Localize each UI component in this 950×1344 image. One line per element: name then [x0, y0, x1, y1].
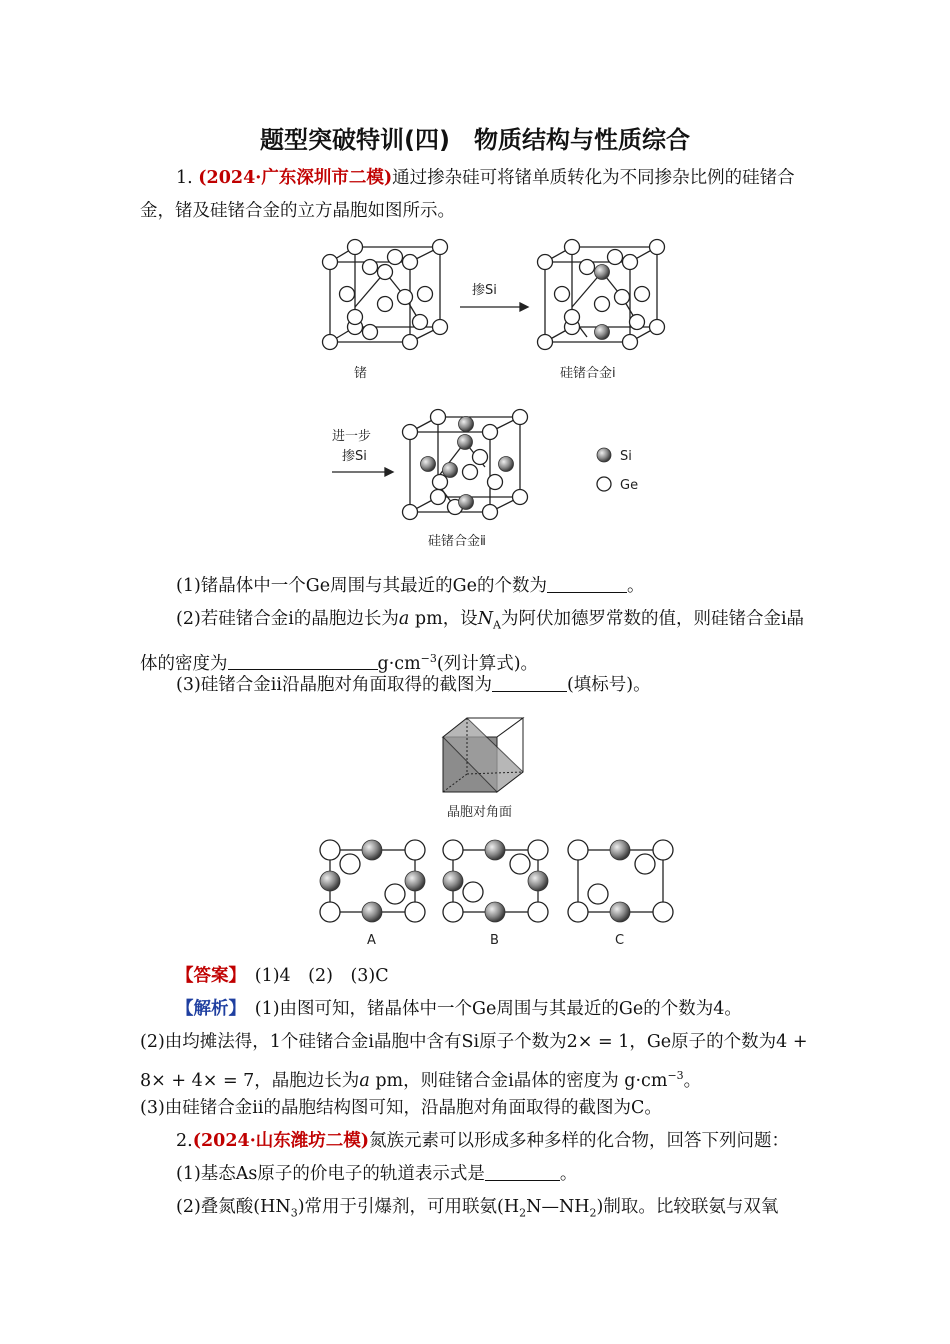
label-ge: 锗 — [354, 366, 368, 381]
figure-alloy2 — [330, 402, 660, 552]
q1-sub3: (3)硅锗合金ⅱ沿晶胞对角面取得的截图为 (填标号)。 — [176, 675, 651, 695]
figure-ge-alloy1 — [310, 232, 680, 387]
arrow2-label-1: 进一步 — [332, 429, 372, 444]
q2-sub1: (1)基态As原子的价电子的轨道表示式是 。 — [176, 1164, 578, 1184]
figure-diagonal-plane — [435, 712, 535, 824]
answer-blank-q2-1[interactable] — [485, 1163, 560, 1182]
si-atom — [595, 325, 610, 340]
option-a-label: A — [367, 933, 376, 948]
answer-tag: 【答案】 — [176, 966, 238, 986]
option-b-label: B — [490, 933, 499, 948]
q2-sub2: (2)叠氮酸$(HN_3)$常用于引爆剂，可用联氨$(H_2N—NH_2)$制取。比较联氨与双氧 — [176, 1197, 779, 1220]
answer-blank-3[interactable] — [492, 674, 567, 693]
q1-sub1: (1)锗晶体中一个Ge周围与其最近的Ge的个数为 。 — [176, 576, 645, 596]
label-alloy1: 硅锗合金ⅰ — [560, 366, 616, 381]
arrow-label-dope: 掺Si — [472, 283, 497, 298]
option-c-label: C — [615, 933, 625, 948]
figure-options — [315, 832, 685, 952]
answer-blank-1[interactable] — [547, 575, 627, 594]
answer-text: (1)4 (2) (3)C — [254, 966, 389, 986]
answer-blank-2[interactable] — [228, 652, 378, 671]
legend-si-icon — [597, 448, 611, 462]
q1-number: 1. — [176, 168, 199, 188]
legend-ge-icon — [597, 477, 611, 491]
q2-number: 2. — [176, 1131, 193, 1151]
q1-sub2: (2)若硅锗合金ⅰ的晶胞边长为a pm，设$N_A$为阿伏加德罗常数的值，则硅锗合金ⅰ晶体的密度为 $g\cdot cm^{-3}$(列计算式)。 — [140, 609, 805, 674]
legend-ge-label: Ge — [620, 478, 639, 493]
q1-analysis-3: (3)由硅锗合金ⅱ的晶胞结构图可知，沿晶胞对角面取得的截图为C。 — [140, 1098, 662, 1118]
q1-stem — [140, 162, 815, 228]
page-title: 题型突破特训(四) 物质结构与性质综合 — [260, 126, 690, 154]
q2-stem: 2.(2024·山东潍坊二模)氮族元素可以形成多种多样的化合物，回答下列问题： — [176, 1131, 790, 1151]
q1-answer — [140, 960, 815, 993]
analysis-tag: 【解析】 — [176, 999, 238, 1019]
q1-analysis-1: 【解析】 (1)由图可知，锗晶体中一个Ge周围与其最近的Ge的个数为4。 — [176, 999, 742, 1019]
q1-source: (2024·广东深圳市二模) — [198, 168, 393, 188]
arrow2-label-2: 掺Si — [342, 449, 367, 464]
q1-stem-text: 通过掺杂硅可将锗单质转化为不同掺杂比例的硅锗合金，锗及硅锗合金的立方晶胞如图所示。 — [140, 168, 795, 221]
q2-source: (2024·山东潍坊二模) — [192, 1131, 370, 1151]
q1-analysis-2: (2)由均摊法得，1个硅锗合金ⅰ晶胞中含有Si原子个数为2× = 1，Ge原子的个数为4 + 8× + 4× = 7，晶胞边长为a pm，则硅锗合金ⅰ晶体的密度为 $g\cdot cm^{-3}$。 — [140, 1032, 808, 1091]
label-diagonal-plane: 晶胞对角面 — [447, 805, 513, 820]
legend-si-label: Si — [620, 449, 632, 464]
label-alloy2: 硅锗合金ⅱ — [428, 534, 486, 549]
si-atom — [595, 265, 610, 280]
